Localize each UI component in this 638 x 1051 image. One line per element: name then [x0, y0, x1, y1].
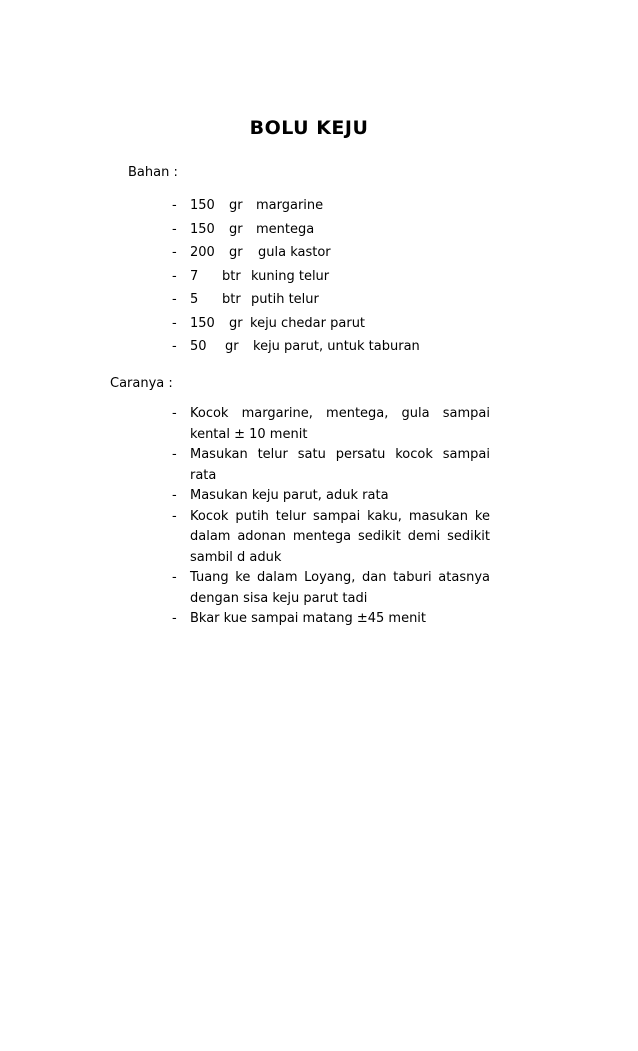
- ingredient-item: [0, 194, 638, 218]
- method-step: [0, 507, 490, 569]
- list-dash: -: [172, 611, 177, 626]
- list-dash: -: [172, 406, 177, 421]
- list-dash: -: [172, 221, 177, 237]
- ingredient-item: [0, 335, 638, 359]
- list-dash: -: [172, 198, 177, 213]
- ingredient-name: putih telur: [251, 292, 319, 307]
- ingredient-name: mentega: [256, 221, 315, 237]
- ingredient-quantity: 150: [190, 315, 215, 331]
- recipe-title: BOLU KEJU: [249, 117, 369, 139]
- ingredient-name: keju parut, untuk taburan: [253, 339, 420, 354]
- method-step: [0, 609, 490, 630]
- step-text: Kocok margarine, mentega, gula sampai kental ± 10 menit: [190, 406, 490, 442]
- list-dash: -: [172, 315, 177, 331]
- ingredient-name: kuning telur: [251, 268, 330, 284]
- ingredient-item: [0, 288, 638, 312]
- list-dash: -: [172, 268, 177, 284]
- method-steps-list: [0, 404, 638, 630]
- ingredient-item: [0, 241, 638, 265]
- ingredient-unit: btr: [222, 292, 241, 307]
- list-dash: -: [172, 447, 177, 462]
- ingredient-unit: btr: [222, 268, 241, 284]
- ingredient-item: [0, 312, 638, 336]
- ingredient-quantity: 150: [190, 198, 215, 213]
- ingredients-label: Bahan :: [128, 165, 178, 180]
- step-text: Masukan keju parut, aduk rata: [190, 488, 389, 503]
- step-text: Kocok putih telur sampai kaku, masukan ke dalam adonan mentega sedikit demi sedikit sambil d aduk: [190, 508, 490, 565]
- step-text: Tuang ke dalam Loyang, dan taburi atasnya dengan sisa keju parut tadi: [190, 570, 490, 606]
- list-dash: -: [172, 292, 177, 307]
- ingredient-quantity: 200: [190, 245, 215, 260]
- step-text: Masukan telur satu persatu kocok sampai rata: [190, 447, 490, 483]
- ingredient-quantity: 5: [190, 292, 199, 307]
- method-step: [0, 404, 490, 445]
- ingredient-unit: gr: [229, 315, 243, 331]
- ingredient-name: keju chedar parut: [250, 315, 366, 331]
- ingredient-name: gula kastor: [258, 245, 331, 260]
- list-dash: -: [172, 339, 177, 354]
- step-text: Bkar kue sampai matang ±45 menit: [190, 611, 427, 626]
- ingredient-unit: gr: [229, 198, 243, 213]
- method-step: [0, 486, 490, 507]
- ingredients-list: [0, 194, 638, 359]
- list-dash: -: [172, 508, 177, 524]
- ingredient-quantity: 150: [190, 221, 215, 237]
- ingredient-unit: gr: [229, 221, 243, 237]
- ingredient-name: margarine: [256, 198, 324, 213]
- ingredient-item: [0, 265, 638, 289]
- ingredient-quantity: 50: [190, 339, 207, 354]
- ingredient-item: [0, 218, 638, 242]
- ingredient-quantity: 7: [190, 268, 199, 284]
- method-step: [0, 445, 490, 486]
- method-step: [0, 568, 490, 609]
- ingredient-unit: gr: [229, 245, 243, 260]
- method-label: Caranya :: [110, 376, 173, 391]
- list-dash: -: [172, 488, 177, 503]
- list-dash: -: [172, 245, 177, 260]
- ingredient-unit: gr: [225, 339, 239, 354]
- list-dash: -: [172, 570, 177, 585]
